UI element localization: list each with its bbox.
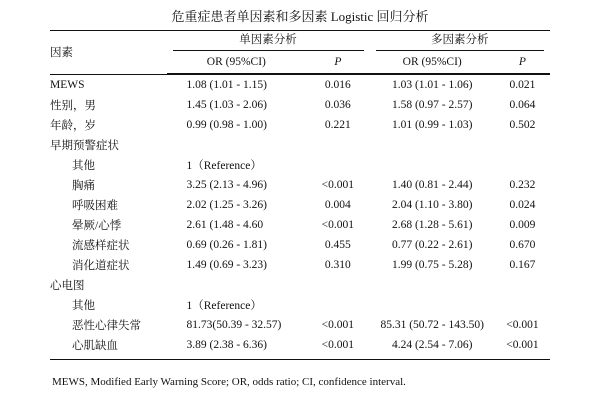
or-univariate: 1（Reference）: [186, 160, 262, 172]
or-multivariate: [370, 295, 495, 315]
p-univariate: 0.004: [324, 199, 351, 211]
or-multivariate: 0.77 (0.22 - 2.61): [391, 239, 473, 251]
or-univariate: 1.45 (1.03 - 2.06): [186, 99, 268, 111]
row-label: 恶性心律失常: [72, 320, 141, 332]
row-label: 其他: [72, 300, 95, 312]
p-multivariate: [495, 295, 550, 315]
or-univariate: 1（Reference）: [186, 300, 262, 312]
table-row: [50, 155, 550, 175]
or-multivariate: 85.31 (50.72 - 143.50): [380, 319, 484, 331]
p-univariate: [306, 275, 369, 295]
p-multivariate: 0.024: [509, 199, 536, 211]
p-univariate: 0.221: [324, 119, 351, 131]
or-univariate: 81.73(50.39 - 32.57): [186, 319, 282, 331]
or-univariate: 1.08 (1.01 - 1.15): [186, 79, 268, 91]
bottom-rule: [50, 355, 550, 360]
or-univariate: [167, 135, 307, 155]
p-multivariate: 0.009: [509, 219, 536, 231]
p-multivariate: [495, 275, 550, 295]
or-multivariate: 1.03 (1.01 - 1.06): [391, 79, 473, 91]
p-univariate: [306, 155, 369, 175]
table-row: [50, 195, 550, 215]
table-row: [50, 295, 550, 315]
p-univariate: <0.001: [321, 219, 355, 231]
p-header-univariate: P: [306, 51, 369, 74]
multivariate-header: 多因素分析: [370, 31, 550, 52]
or-univariate: 0.69 (0.26 - 1.81): [186, 239, 268, 251]
row-label: 消化道症状: [72, 260, 130, 272]
p-multivariate: 0.021: [509, 79, 536, 91]
row-label: 晕厥/心悸: [72, 220, 122, 232]
p-univariate: [306, 295, 369, 315]
p-multivariate: 0.502: [509, 119, 536, 131]
row-label: 其他: [72, 160, 95, 172]
or-multivariate: 4.24 (2.54 - 7.06): [391, 339, 473, 351]
p-multivariate: [495, 155, 550, 175]
p-multivariate: 0.670: [509, 239, 536, 251]
p-univariate: 0.036: [324, 99, 351, 111]
row-label: 呼吸困难: [72, 200, 118, 212]
table-row: [50, 235, 550, 255]
table-row: [50, 175, 550, 195]
section-label: 心电图: [50, 280, 85, 292]
table-row: [50, 275, 550, 295]
table-row: [50, 335, 550, 355]
or-multivariate: 2.68 (1.28 - 5.61): [391, 219, 473, 231]
or-multivariate: 2.04 (1.10 - 3.80): [391, 199, 473, 211]
or-header-multivariate: OR (95%CI): [370, 51, 495, 74]
or-multivariate: [370, 135, 495, 155]
or-univariate: 0.99 (0.98 - 1.00): [186, 119, 268, 131]
or-univariate: 3.89 (2.38 - 6.36): [186, 339, 268, 351]
p-univariate: <0.001: [321, 319, 355, 331]
p-univariate: <0.001: [321, 179, 355, 191]
p-multivariate: <0.001: [506, 319, 539, 331]
univariate-header: 单因素分析: [167, 31, 370, 52]
row-label: 心肌缺血: [72, 340, 118, 352]
table-row: [50, 255, 550, 275]
p-header-multivariate: P: [495, 51, 550, 74]
or-multivariate: 1.40 (0.81 - 2.44): [391, 179, 473, 191]
row-label: 年龄，岁: [50, 120, 96, 132]
or-multivariate: 1.01 (0.99 - 1.03): [391, 119, 473, 131]
logistic-regression-table: [50, 30, 550, 360]
factor-header: 因素: [50, 31, 167, 74]
table-row: [50, 95, 550, 115]
footnote: MEWS, Modified Early Warning Score; OR, odds ratio; CI, confidence interval.: [52, 376, 406, 388]
p-univariate: 0.455: [324, 239, 351, 251]
p-univariate: 0.310: [324, 259, 351, 271]
section-label: 早期预警症状: [50, 140, 119, 152]
p-multivariate: 0.232: [509, 179, 536, 191]
or-multivariate: [370, 155, 495, 175]
or-multivariate: [370, 275, 495, 295]
or-univariate: 1.49 (0.69 - 3.23): [186, 259, 268, 271]
p-univariate: 0.016: [324, 79, 351, 91]
row-label: MEWS: [50, 79, 85, 91]
p-multivariate: 0.167: [509, 259, 536, 271]
or-header-univariate: OR (95%CI): [167, 51, 307, 74]
or-univariate: [167, 275, 307, 295]
p-univariate: <0.001: [321, 339, 355, 351]
table-row: [50, 115, 550, 135]
row-label: 性别，男: [50, 100, 96, 112]
or-univariate: 3.25 (2.13 - 4.96): [186, 179, 268, 191]
p-univariate: [306, 135, 369, 155]
table-row: [50, 135, 550, 155]
or-multivariate: 1.58 (0.97 - 2.57): [391, 99, 473, 111]
row-label: 胸痛: [72, 180, 95, 192]
table-row: [50, 315, 550, 335]
table-row: [50, 215, 550, 235]
row-label: 流感样症状: [72, 240, 130, 252]
or-univariate: 2.02 (1.25 - 3.26): [186, 199, 268, 211]
p-multivariate: [495, 135, 550, 155]
or-univariate: 2.61 (1.48 - 4.60: [186, 219, 264, 231]
p-multivariate: <0.001: [506, 339, 539, 351]
or-multivariate: 1.99 (0.75 - 5.28): [391, 259, 473, 271]
table-row: [50, 75, 550, 96]
table-title: 危重症患者单因素和多因素 Logistic 回归分析: [171, 9, 429, 24]
p-multivariate: 0.064: [509, 99, 536, 111]
